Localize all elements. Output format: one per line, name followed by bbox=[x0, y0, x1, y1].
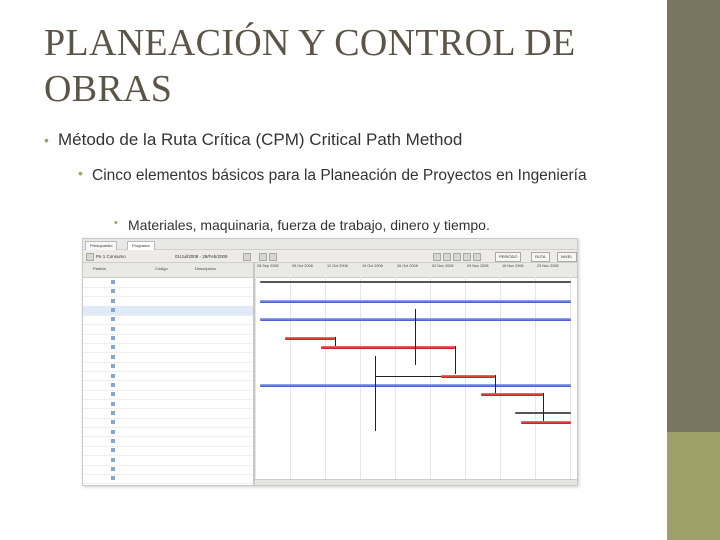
row-type-icon bbox=[111, 448, 115, 452]
horizontal-scrollbar[interactable] bbox=[255, 479, 577, 485]
gantt-timeline-header bbox=[255, 263, 577, 278]
table-row[interactable] bbox=[83, 474, 253, 484]
row-type-icon bbox=[111, 420, 115, 424]
row-type-icon bbox=[111, 430, 115, 434]
indent-icon[interactable] bbox=[453, 253, 461, 261]
row-type-icon bbox=[111, 467, 115, 471]
row-type-icon bbox=[111, 402, 115, 406]
task-bar[interactable] bbox=[260, 300, 571, 303]
critical-task-bar[interactable] bbox=[481, 393, 543, 396]
timeline-week-label: 05 Oct 2008 bbox=[292, 264, 313, 268]
row-type-icon bbox=[111, 280, 115, 284]
title-line-1: PLANEACIÓN Y CONTROL DE bbox=[44, 22, 576, 64]
bullet-level-3: Materiales, maquinaria, fuerza de trabajo, dinero y tiempo. bbox=[128, 217, 490, 233]
col-header-codigo[interactable]: Código bbox=[155, 266, 168, 271]
dependency-line bbox=[415, 309, 416, 365]
row-type-icon bbox=[111, 289, 115, 293]
gridline bbox=[465, 277, 466, 485]
project-label: Pe 1 Consumo bbox=[96, 254, 126, 259]
row-type-icon bbox=[111, 355, 115, 359]
critical-task-bar[interactable] bbox=[321, 346, 455, 349]
timeline-week-label: 12 Oct 2008 bbox=[327, 264, 348, 268]
bullet-dot-icon: • bbox=[114, 217, 118, 229]
gridline bbox=[395, 277, 396, 485]
col-header-partida[interactable]: Partida bbox=[93, 266, 106, 271]
title-line-2: OBRAS bbox=[44, 68, 173, 110]
outdent-icon[interactable] bbox=[463, 253, 471, 261]
row-type-icon bbox=[111, 411, 115, 415]
bullet-dot-icon: • bbox=[44, 132, 49, 148]
gantt-chart bbox=[255, 263, 577, 485]
row-type-icon bbox=[111, 392, 115, 396]
row-type-icon bbox=[111, 308, 115, 312]
row-type-icon bbox=[111, 336, 115, 340]
app-toolbar bbox=[83, 250, 577, 263]
dependency-line bbox=[375, 376, 441, 377]
task-bar[interactable] bbox=[260, 384, 571, 387]
timeline-week-label: 16 Nov 2008 bbox=[502, 264, 524, 268]
critical-task-bar[interactable] bbox=[441, 375, 495, 378]
row-type-icon bbox=[111, 364, 115, 368]
bullet-level-1: Método de la Ruta Crítica (CPM) Critical Path Method bbox=[58, 130, 463, 149]
dependency-line bbox=[543, 393, 544, 421]
periodo-button[interactable]: PERÍODO bbox=[495, 252, 521, 262]
bullet-level-2: Cinco elementos básicos para la Planeación de Proyectos en Ingeniería bbox=[92, 167, 587, 184]
summary-bar[interactable] bbox=[260, 281, 571, 283]
activity-grid bbox=[83, 263, 255, 485]
col-header-descripcion[interactable]: Descripción bbox=[195, 266, 216, 271]
gridline bbox=[535, 277, 536, 485]
dependency-line bbox=[455, 346, 456, 374]
gridline bbox=[325, 277, 326, 485]
grid-header bbox=[83, 263, 253, 278]
gridline bbox=[430, 277, 431, 485]
timeline-week-label: 02 Nov 2008 bbox=[432, 264, 454, 268]
decorative-side-bar-light bbox=[667, 432, 720, 540]
nivel-button[interactable]: NIVEL bbox=[557, 252, 577, 262]
bullet-dot-icon: • bbox=[78, 165, 83, 181]
date-range-label: 01/Jul/2008 - 28/Feb/2009 bbox=[175, 254, 228, 259]
timeline-week-label: 09 Nov 2008 bbox=[467, 264, 489, 268]
timeline-week-label: 19 Oct 2008 bbox=[362, 264, 383, 268]
gridline bbox=[500, 277, 501, 485]
dependency-line bbox=[375, 356, 376, 431]
timeline-week-label: 26 Oct 2008 bbox=[397, 264, 418, 268]
ruta-button[interactable]: RUTA bbox=[531, 252, 550, 262]
decorative-side-bar-dark bbox=[667, 0, 720, 432]
row-type-icon bbox=[111, 476, 115, 480]
gridline bbox=[360, 277, 361, 485]
link-icon[interactable] bbox=[433, 253, 441, 261]
zoom-in-icon[interactable] bbox=[259, 253, 267, 261]
critical-path-icon[interactable] bbox=[473, 253, 481, 261]
timeline-week-label: 23 Nov 2008 bbox=[537, 264, 559, 268]
row-type-icon bbox=[111, 317, 115, 321]
row-type-icon bbox=[111, 374, 115, 378]
calendar-icon[interactable] bbox=[243, 253, 251, 261]
slide-title bbox=[44, 20, 644, 112]
row-type-icon bbox=[111, 345, 115, 349]
row-type-icon bbox=[111, 327, 115, 331]
gantt-screenshot bbox=[82, 238, 578, 486]
timeline-week-label: 28 Sep 2008 bbox=[257, 264, 279, 268]
dependency-line bbox=[335, 337, 336, 346]
row-type-icon bbox=[111, 458, 115, 462]
critical-task-bar[interactable] bbox=[521, 421, 571, 424]
gridline bbox=[255, 277, 256, 485]
tab-presupuesto[interactable]: Presupuesto bbox=[85, 241, 117, 250]
zoom-out-icon[interactable] bbox=[269, 253, 277, 261]
critical-task-bar[interactable] bbox=[285, 337, 335, 340]
row-type-icon bbox=[111, 439, 115, 443]
dependency-line bbox=[495, 375, 496, 394]
row-type-icon bbox=[111, 299, 115, 303]
tab-programa[interactable]: Programa bbox=[127, 241, 155, 250]
project-icon bbox=[86, 253, 94, 261]
gridline bbox=[290, 277, 291, 485]
gridline bbox=[570, 277, 571, 485]
app-tab-bar bbox=[83, 239, 577, 250]
row-type-icon bbox=[111, 383, 115, 387]
unlink-icon[interactable] bbox=[443, 253, 451, 261]
